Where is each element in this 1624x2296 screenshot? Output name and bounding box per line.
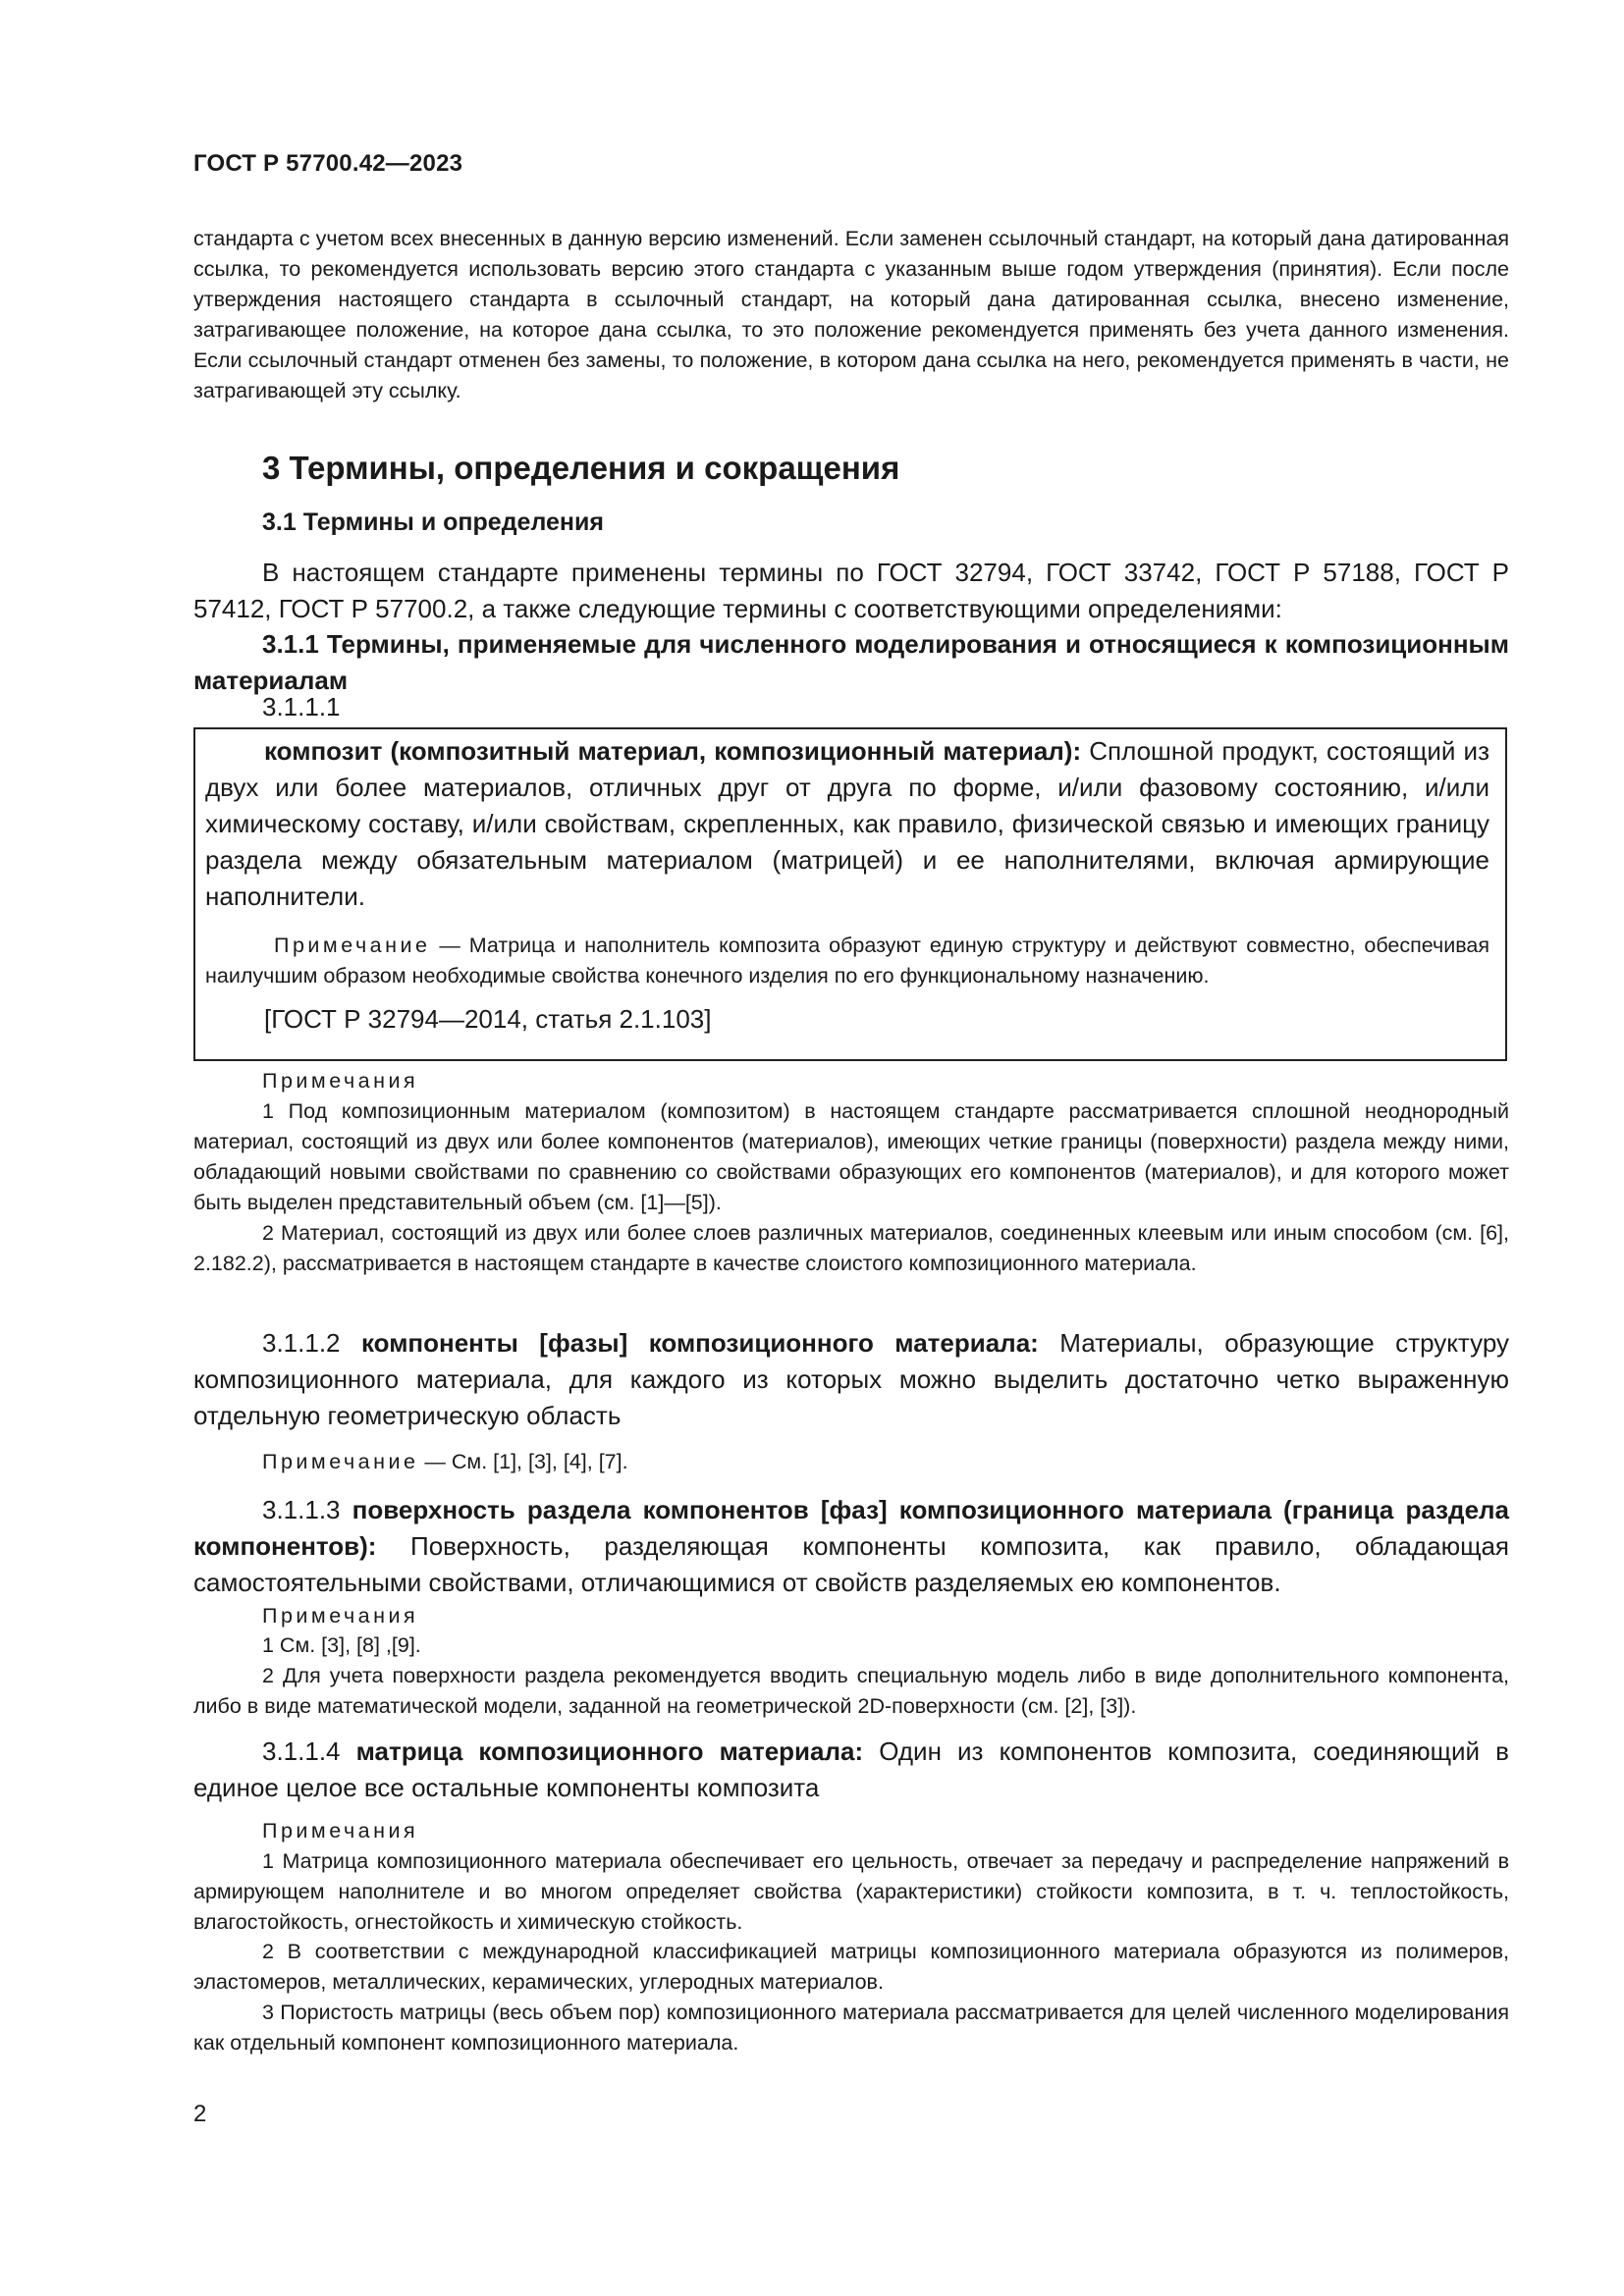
- section-3-1-intro: В настоящем стандарте применены термины по ГОСТ 32794, ГОСТ 33742, ГОСТ Р 57188, ГОСТ Р 57412, ГОСТ Р 57700.2, а также следующие термины с соответствующими определениями:: [193, 558, 1509, 623]
- note-1: 1 Матрица композиционного материала обеспечивает его цельность, отвечает за передачу и распределение напряжений в армирующем наполнителе и во многом определяет свойства (характеристики) стойкости композита, в т. ч. теплостойкость, влагостойкость, огнестойкость и химическую стойкость.: [193, 1849, 1509, 1934]
- term-3-1-1-1-definition: Сплошной продукт, состоящий из двух или более материалов, отличных друг от друга по форме, и/или фазовому состоянию, и/или химическому составу, и/или свойствам, скрепленных, как правило, физической связью и имеющих границу раздела между обязательным материалом (матрицей) и ее наполнителями, включая армирующие наполнители.: [205, 736, 1489, 911]
- term-title: матрица композиционного материала:: [355, 1736, 864, 1766]
- term-3-1-1-3: [193, 1492, 1509, 1601]
- note-1: 1 См. [3], [8] ,[9].: [262, 1633, 421, 1657]
- note-3: 3 Пористость матрицы (весь объем пор) композиционного материала рассматривается для целей численного моделирования как отдельный компонент композиционного материала.: [193, 2001, 1509, 2055]
- note-2: 2 Для учета поверхности раздела рекомендуется вводить специальную модель либо в виде дополнительного компонента, либо в виде математической модели, заданной на геометрической 2D-поверхности (см. [2], [3]).: [193, 1664, 1509, 1718]
- section-3-1-1-heading: 3.1.1 Термины, применяемые для численного моделирования и относящиеся к композиционным материалам: [193, 629, 1509, 695]
- term-3-1-1-2-note: [262, 1447, 1509, 1477]
- term-number: 3.1.1.2: [262, 1328, 361, 1358]
- term-definition: Поверхность, разделяющая компоненты композита, как правило, обладающая самостоятельными свойствами, отличающимися от свойств разделяемых ею компонентов.: [193, 1531, 1509, 1597]
- section-3-heading: 3 Термины, определения и сокращения: [262, 450, 900, 486]
- note-1: 1 Под композиционным материалом (композитом) в настоящем стандарте рассматривается сплошной неоднородный материал, состоящий из двух или более компонентов (материалов), имеющих четкие границы (поверхности) раздела между ними, обладающий новыми свойствами по сравнению со свойствами образующих его компонентов (материалов), и для которого может быть выделен представительный объем (см. [1]—[5]).: [193, 1099, 1509, 1214]
- notes-label: Примечания: [262, 1819, 419, 1842]
- notes-label: Примечания: [262, 1604, 419, 1628]
- note-2: 2 В соответствии с международной классификацией матрицы композиционного материала образуются из полимеров, эластомеров, металлических, керамических, углеродных материалов.: [193, 1940, 1509, 1994]
- term-title: компоненты [фазы] композиционного материала:: [360, 1328, 1039, 1358]
- intro-paragraph: стандарта с учетом всех внесенных в данную версию изменений. Если заменен ссылочный стандарт, на который дана датированная ссылка, то рекомендуется использовать версию этого стандарта с указанным выше годом утверждения (принятия). Если после утверждения настоящего стандарта в ссылочный стандарт, на который дана датированная ссылка, внесено изменение, затрагивающее положение, на которое дана ссылка, то это положение рекомендуется применять без учета данного изменения. Если ссылочный стандарт отменен без замены, то положение, в котором дана ссылка на него, рекомендуется применять в части, не затрагивающей эту ссылку.: [193, 227, 1509, 402]
- term-3-1-1-4: [193, 1734, 1509, 1806]
- document-header: ГОСТ Р 57700.42—2023: [193, 150, 463, 177]
- term-definition: Материалы, образующие структуру композиционного материала, для каждого из которых можно выделить достаточно четко выраженную отдельную геометрическую область: [193, 1328, 1509, 1430]
- term-3-1-1-1-term: композит (композитный материал, композиционный материал):: [264, 736, 1082, 766]
- note-text: — См. [1], [3], [4], [7].: [418, 1450, 628, 1473]
- section-3-1-heading: 3.1 Термины и определения: [262, 508, 604, 536]
- term-number: 3.1.1.4: [262, 1736, 356, 1766]
- page-number: 2: [193, 2101, 207, 2127]
- note-text: — Матрица и наполнитель композита образуют единую структуру и действуют совместно, обеспечивая наилучшим образом необходимые свойства конечного изделия по его функциональному назначению.: [205, 934, 1489, 988]
- note-label: Примечание: [262, 1450, 419, 1473]
- term-3-1-1-1-number: 3.1.1.1: [262, 692, 341, 721]
- notes-label: Примечания: [262, 1069, 419, 1093]
- term-3-1-1-1-source: [ГОСТ Р 32794—2014, статья 2.1.103]: [264, 1004, 712, 1034]
- note-2: 2 Материал, состоящий из двух или более слоев различных материалов, соединенных клеевым или иным способом (см. [6], 2.182.2), рассматривается в настоящем стандарте в качестве слоистого композиционного материала.: [193, 1221, 1509, 1275]
- term-definition: Один из компонентов композита, соединяющий в единое целое все остальные компоненты композита: [193, 1736, 1509, 1802]
- term-3-1-1-2: [193, 1325, 1509, 1434]
- term-title: поверхность раздела компонентов [фаз] композиционного материала (граница раздела компонентов):: [193, 1495, 1509, 1561]
- term-number: 3.1.1.3: [262, 1495, 352, 1524]
- term-3-1-1-1-box: [193, 727, 1507, 1061]
- term-3-1-1-1-note: [205, 931, 1489, 991]
- note-label: Примечание: [274, 934, 431, 957]
- term-3-1-1-1-text: [205, 733, 1489, 915]
